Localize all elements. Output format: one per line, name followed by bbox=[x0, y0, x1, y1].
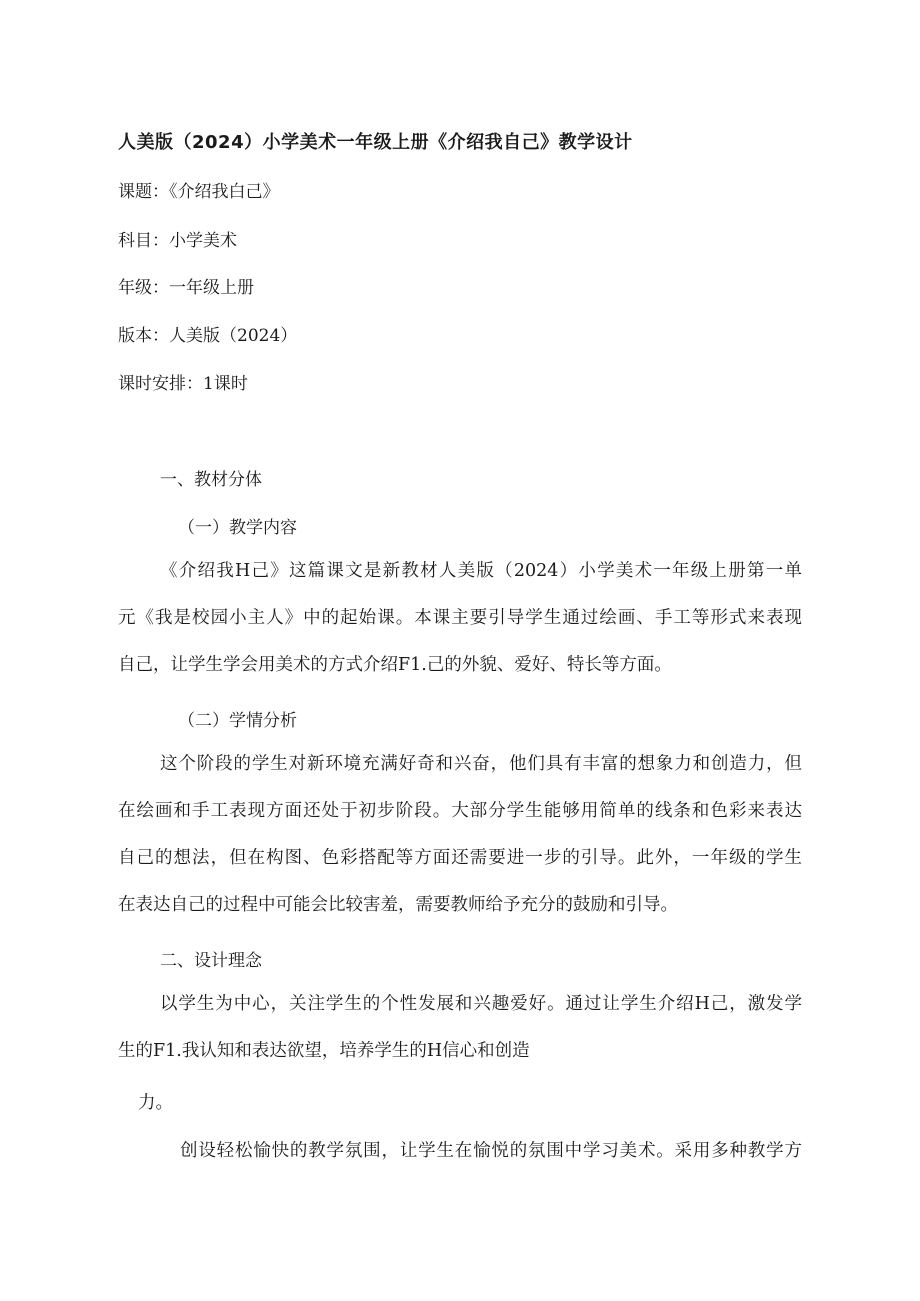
paragraph-line: 以学生为中心，关注学生的个性发展和兴趣爱好。通过让学生介绍H己，激发学 bbox=[160, 994, 802, 1014]
paragraph-line: 在绘画和手工表现方面还处于初步阶段。大部分学生能够用简单的线条和色彩来表达 bbox=[118, 801, 802, 821]
paragraph-line: 在表达自己的过程中可能会比较害羞，需要教师给予充分的鼓励和引导。 bbox=[118, 895, 678, 915]
paragraph-line: 创设轻松愉快的教学氛围，让学生在愉悦的氛围中学习美术。采用多种教学方 bbox=[180, 1141, 802, 1161]
section-2-heading: 二、设计理念 bbox=[160, 951, 262, 971]
learner-analysis-paragraph bbox=[118, 741, 802, 929]
paragraph-line: 自己，让学生学会用美术的方式介绍F1.己的外貌、爱好、特长等方面。 bbox=[118, 655, 672, 675]
meta-schedule: 课时安排：1课时 bbox=[118, 374, 248, 394]
meta-subject: 科目：小学美术 bbox=[118, 231, 237, 251]
paragraph-fragment: 力。 bbox=[138, 1093, 173, 1113]
paragraph-line: 自己的想法，但在构图、色彩搭配等方面还需要进一步的引导。此外，一年级的学生 bbox=[118, 848, 802, 868]
meta-grade: 年级：一年级上册 bbox=[118, 278, 254, 298]
meta-topic: 课题：《介绍我白己》 bbox=[118, 182, 280, 202]
section-1-2-heading: （二）学情分析 bbox=[178, 711, 297, 731]
paragraph-line: 生的F1.我认知和表达欲望，培养学生的H信心和创造 bbox=[118, 1041, 530, 1061]
paragraph-line: 元《我是校园小主人》中的起始课。本课主要引导学生通过绘画、手工等形式来表现 bbox=[118, 608, 802, 628]
teaching-content-paragraph bbox=[118, 548, 802, 689]
section-1-1-heading: （一）教学内容 bbox=[178, 518, 297, 538]
section-1-heading: 一、教材分体 bbox=[160, 470, 262, 490]
paragraph-line: 这个阶段的学生对新环境充满好奇和兴奋，他们具有丰富的想象力和创造力，但 bbox=[160, 754, 802, 774]
paragraph-line: 《介绍我H己》这篇课文是新教材人美版（2024）小学美术一年级上册第一单 bbox=[160, 561, 802, 581]
document-title: 人美版（2024）小学美术一年级上册《介绍我自己》教学设计 bbox=[118, 132, 633, 153]
meta-edition: 版本：人美版（2024） bbox=[118, 326, 298, 346]
design-concept-paragraph bbox=[118, 981, 802, 1075]
